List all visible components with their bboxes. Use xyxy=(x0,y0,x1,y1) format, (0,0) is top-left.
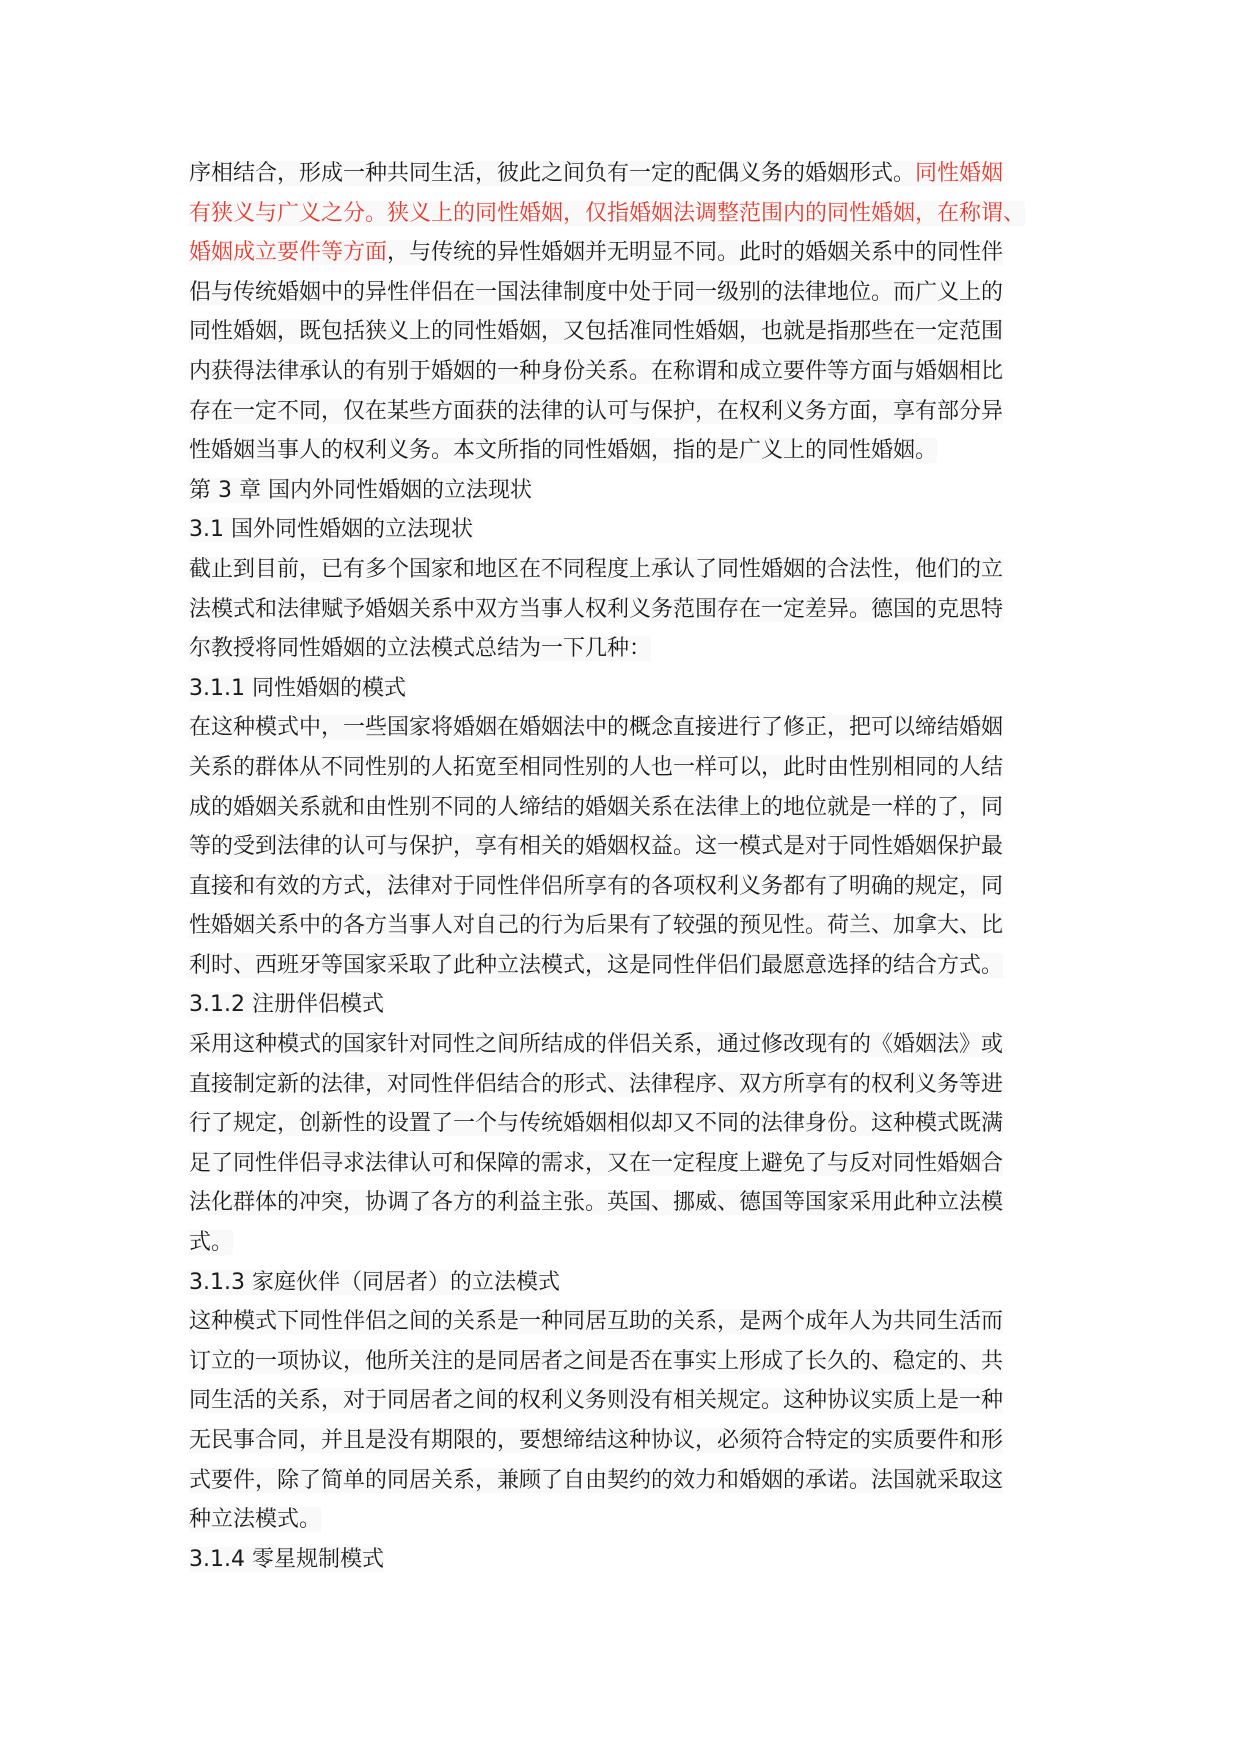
document-body xyxy=(189,154,1079,1579)
chapter-title xyxy=(189,471,1079,511)
text-line xyxy=(189,352,1079,392)
text-line xyxy=(189,1104,1079,1144)
subsection-title-text: 3.1.3 家庭伙伴（同居者）的立法模式 xyxy=(189,1269,560,1295)
text-segment: 序相结合，形成一种共同生活，彼此之间负有一定的配偶义务的婚姻形式。 xyxy=(189,161,916,186)
text-line xyxy=(189,1144,1079,1184)
text-segment: 采用这种模式的国家针对同性之间所结成的伴侣关系，通过修改现有的《婚姻法》或 xyxy=(189,1032,1004,1058)
text-line xyxy=(189,312,1079,352)
text-line xyxy=(189,906,1079,946)
text-line xyxy=(189,233,1079,273)
text-line xyxy=(189,1183,1079,1223)
text-line xyxy=(189,1065,1079,1105)
subsection-title-text: 3.1.4 零星规制模式 xyxy=(189,1546,384,1572)
text-line xyxy=(189,748,1079,788)
highlighted-text: 婚姻成立要件等方面 xyxy=(189,240,388,266)
text-segment: 利时、西班牙等国家采取了此种立法模式，这是同性伴侣们最愿意选择的结合方式。 xyxy=(189,952,1004,978)
highlighted-text: 有狭义与广义之分。狭义上的同性婚姻，仅指婚姻法调整范围内的同性婚姻，在称谓、 xyxy=(189,200,1026,226)
text-line xyxy=(189,154,1079,194)
text-line xyxy=(189,827,1079,867)
subsection-title xyxy=(189,985,1079,1025)
text-line xyxy=(189,946,1079,986)
section-title-text: 3.1 国外同性婚姻的立法现状 xyxy=(189,517,473,543)
text-line xyxy=(189,1342,1079,1382)
text-line xyxy=(189,1025,1079,1065)
text-segment: 性婚姻当事人的权利义务。本文所指的同性婚姻，指的是广义上的同性婚姻。 xyxy=(189,438,938,464)
text-line xyxy=(189,629,1079,669)
text-line xyxy=(189,1421,1079,1461)
text-segment: 同性婚姻，既包括狭义上的同性婚姻，又包括准同性婚姻，也就是指那些在一定范围 xyxy=(189,319,1004,345)
text-line xyxy=(189,550,1079,590)
text-segment: 法化群体的冲突，协调了各方的利益主张。英国、挪威、德国等国家采用此种立法模 xyxy=(189,1190,1004,1216)
text-line xyxy=(189,1461,1079,1501)
text-segment: 法模式和法律赋予婚姻关系中双方当事人权利义务范围存在一定差异。德国的克思特 xyxy=(189,596,1004,622)
text-line xyxy=(189,788,1079,828)
text-segment: 存在一定不同，仅在某些方面获的法律的认可与保护，在权利义务方面，享有部分异 xyxy=(189,398,1004,424)
text-segment: 足了同性伴侣寻求法律认可和保障的需求，又在一定程度上避免了与反对同性婚姻合 xyxy=(189,1150,1004,1176)
text-segment: 无民事合同，并且是没有期限的，要想缔结这种协议，必须符合特定的实质要件和形 xyxy=(189,1428,1004,1453)
text-segment: 式要件，除了简单的同居关系，兼顾了自由契约的效力和婚姻的承诺。法国就采取这 xyxy=(189,1467,1004,1493)
subsection-title-text: 3.1.1 同性婚姻的模式 xyxy=(189,675,406,701)
subsection-title xyxy=(189,669,1079,709)
text-line xyxy=(189,590,1079,630)
text-line xyxy=(189,867,1079,907)
subsection-title xyxy=(189,1263,1079,1303)
text-line xyxy=(189,1302,1079,1342)
text-segment: 行了规定，创新性的设置了一个与传统婚姻相似却又不同的法律身份。这种模式既满 xyxy=(189,1111,1004,1137)
text-segment: 种立法模式。 xyxy=(189,1507,322,1533)
highlighted-text: 同性婚姻 xyxy=(915,161,1004,186)
text-segment: 关系的群体从不同性别的人拓宽至相同性别的人也一样可以，此时由性别相同的人结 xyxy=(189,754,1004,780)
text-segment: 内获得法律承认的有别于婚姻的一种身份关系。在称谓和成立要件等方面与婚姻相比 xyxy=(189,358,1004,384)
text-segment: 式。 xyxy=(189,1230,234,1256)
subsection-title xyxy=(189,1540,1079,1580)
text-segment: 等的受到法律的认可与保护，享有相关的婚姻权益。这一模式是对于同性婚姻保护最 xyxy=(189,834,1004,860)
text-segment: 截止到目前，已有多个国家和地区在不同程度上承认了同性婚姻的合法性，他们的立 xyxy=(189,556,1004,582)
chapter-title-text: 第 3 章 国内外同性婚姻的立法现状 xyxy=(189,477,532,503)
text-line xyxy=(189,273,1079,313)
text-line xyxy=(189,708,1079,748)
text-segment: ，与传统的异性婚姻并无明显不同。此时的婚姻关系中的同性伴 xyxy=(387,240,1004,266)
text-line xyxy=(189,1500,1079,1540)
text-segment: 这种模式下同性伴侣之间的关系是一种同居互助的关系，是两个成年人为共同生活而 xyxy=(189,1309,1004,1335)
text-segment: 直接制定新的法律，对同性伴侣结合的形式、法律程序、双方所享有的权利义务等进 xyxy=(189,1071,1004,1097)
text-line xyxy=(189,1223,1079,1263)
text-line xyxy=(189,431,1079,471)
text-segment: 订立的一项协议，他所关注的是同居者之间是否在事实上形成了长久的、稳定的、共 xyxy=(189,1348,1004,1374)
text-line xyxy=(189,194,1079,234)
text-segment: 性婚姻关系中的各方当事人对自己的行为后果有了较强的预见性。荷兰、加拿大、比 xyxy=(189,913,1004,939)
subsection-title-text: 3.1.2 注册伴侣模式 xyxy=(189,992,384,1018)
text-segment: 成的婚姻关系就和由性别不同的人缔结的婚姻关系在法律上的地位就是一样的了，同 xyxy=(189,794,1004,820)
text-segment: 在这种模式中，一些国家将婚姻在婚姻法中的概念直接进行了修正，把可以缔结婚姻 xyxy=(189,715,1004,741)
text-segment: 侣与传统婚姻中的异性伴侣在一国法律制度中处于同一级别的法律地位。而广义上的 xyxy=(189,279,1004,305)
section-title xyxy=(189,510,1079,550)
text-segment: 同生活的关系，对于同居者之间的权利义务则没有相关规定。这种协议实质上是一种 xyxy=(189,1388,1004,1414)
text-line xyxy=(189,1381,1079,1421)
text-segment: 直接和有效的方式，法律对于同性伴侣所享有的各项权利义务都有了明确的规定，同 xyxy=(189,873,1004,899)
text-segment: 尔教授将同性婚姻的立法模式总结为一下几种： xyxy=(189,636,652,662)
text-line xyxy=(189,392,1079,432)
